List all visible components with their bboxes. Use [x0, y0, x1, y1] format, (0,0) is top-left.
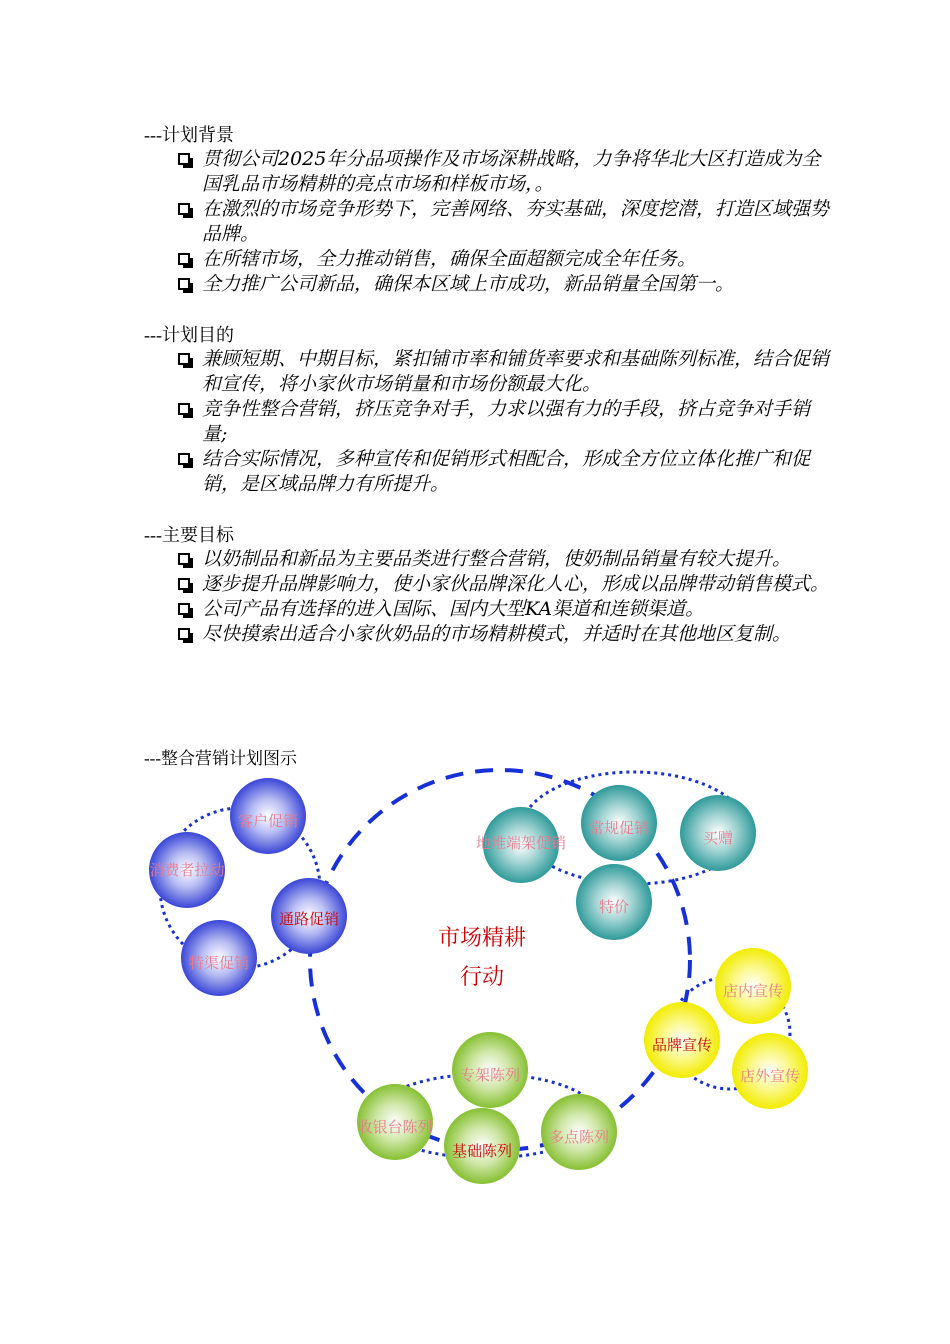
ball-endcap-promotion	[476, 807, 566, 883]
heading-text: 整合营销计划图示	[160, 749, 297, 769]
ball-special-price	[576, 864, 652, 940]
ball-regular-promotion	[581, 785, 657, 861]
svg-text:消费者拉动: 消费者拉动	[149, 861, 225, 879]
svg-text:收银台陈列: 收银台陈列	[357, 1118, 433, 1136]
ball-brand-publicity	[644, 1002, 720, 1078]
svg-text:地堆端架促销: 地堆端架促销	[475, 834, 567, 852]
ball-consumer-pull	[149, 832, 225, 908]
svg-text:店内宣传: 店内宣传	[722, 982, 784, 1000]
svg-text:特价: 特价	[598, 898, 630, 916]
svg-text:常规促销: 常规促销	[588, 819, 650, 837]
heading-text: 计划目的	[161, 325, 234, 346]
svg-text:买赠: 买赠	[702, 829, 734, 847]
svg-text:客户促销: 客户促销	[237, 812, 299, 830]
svg-text:多点陈列: 多点陈列	[548, 1128, 610, 1146]
svg-text:店外宣传: 店外宣传	[739, 1067, 801, 1085]
list-item-text: 在所辖市场，全力推动销售，确保全面超额完成全年任务。	[202, 248, 697, 270]
list-item-text: 以奶制品和新品为主要品类进行整合营销，使奶制品销量有较大提升。	[202, 548, 792, 570]
ball-dedicated-shelf-display	[452, 1032, 528, 1108]
center-label-line2: 行动	[459, 965, 505, 990]
svg-text:品牌宣传: 品牌宣传	[651, 1036, 713, 1054]
heading-dash: ---	[144, 749, 161, 768]
list-item-text: 尽快摸索出适合小家伙奶品的市场精耕模式，并适时在其他地区复制。	[202, 623, 792, 645]
heading-dash: ---	[144, 325, 162, 345]
ball-basic-display	[444, 1108, 520, 1184]
ball-buy-gift	[680, 795, 756, 871]
list-item-text: 贯彻公司2025年分品项操作及市场深耕战略，力争将华北大区打造成为全国乳品市场精耕的亮点市场和样板市场，。	[202, 148, 821, 195]
list-item-text: 竞争性整合营销，挤压竞争对手，力求以强有力的手段，挤占竞争对手销量;	[202, 398, 811, 445]
ball-multi-point-display	[541, 1094, 617, 1170]
heading-dash: ---	[144, 525, 162, 545]
ball-in-store-publicity	[715, 948, 791, 1024]
ball-special-channel-promotion	[181, 920, 257, 996]
ball-customer-promotion	[230, 778, 306, 854]
list-item-text: 全力推广公司新品，确保本区域上市成功，新品销量全国第一。	[202, 273, 735, 295]
svg-text:基础陈列: 基础陈列	[451, 1142, 513, 1160]
ball-outdoor-publicity	[732, 1033, 808, 1109]
svg-text:专架陈列: 专架陈列	[459, 1066, 521, 1084]
ball-channel-promotion	[271, 878, 347, 954]
heading-text: 计划背景	[161, 125, 234, 146]
ball-checkout-display	[357, 1084, 433, 1160]
list-item-text: 结合实际情况，多种宣传和促销形式相配合，形成全方位立体化推广和促销，是区域品牌力有所提升。	[202, 448, 811, 495]
list-item-text: 逐步提升品牌影响力，使小家伙品牌深化人心，形成以品牌带动销售模式。	[202, 573, 830, 595]
list-item-text: 在激烈的市场竞争形势下，完善网络、夯实基础，深度挖潜，打造区域强势品牌。	[202, 198, 830, 245]
center-label-line1: 市场精耕	[437, 926, 527, 951]
list-item-text: 公司产品有选择的进入国际、国内大型KA渠道和连锁渠道。	[202, 598, 705, 620]
heading-dash: ---	[144, 125, 162, 145]
svg-text:通路促销: 通路促销	[278, 910, 340, 928]
svg-text:特渠促销: 特渠促销	[188, 954, 250, 972]
heading-text: 主要目标	[161, 525, 234, 546]
list-item-text: 兼顾短期、中期目标，紧扣铺市率和铺货率要求和基础陈列标准，结合促销和宣传，将小家伙市场销量和市场份额最大化。	[202, 348, 830, 395]
